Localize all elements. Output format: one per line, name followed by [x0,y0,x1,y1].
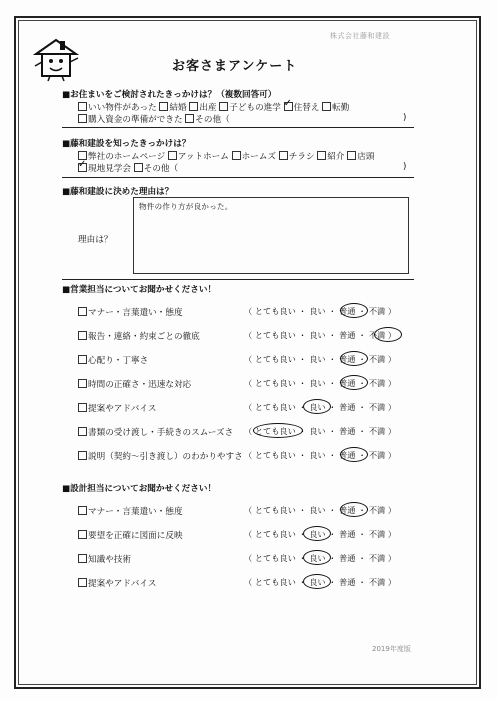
scale-bad[interactable]: 不満 [368,306,386,316]
q2-opt-7[interactable]: ✓現地見学会 [78,164,131,174]
q2-option-row1 [78,150,374,162]
scale-bad[interactable]: 不満 [368,402,386,412]
rating-row-label: 時間の正確さ・迅速な対応 [78,378,191,390]
scale-good[interactable]: 良い [309,402,326,412]
q1-opt-3[interactable]: 出産 [189,103,216,113]
q2-opt-2[interactable]: アットホーム [168,152,229,162]
q1-opt-2[interactable]: 結婚 [159,103,186,113]
rating-scale: （ とても良い ・ 良い ・ 普通 ・ 不満 ） [244,553,397,563]
scale-ok[interactable]: 普通 [339,330,356,340]
rating-row-label: 心配り・丁寧さ [78,354,148,366]
rating-scale: （ とても良い ・ 良い ・ 普通 ・ 不満 ） [244,378,397,388]
q1-opt-5[interactable]: ✓ 住替え [284,103,320,113]
q1-opt-4[interactable]: 子どもの進学 [219,103,281,113]
rating-row-label: 知識や技術 [78,553,131,565]
row-checkbox[interactable] [78,379,87,388]
row-checkbox[interactable] [78,307,87,316]
scale-bad[interactable]: 不満 [368,553,386,563]
scale-bad[interactable]: 不満 [368,378,386,388]
selected-circle [340,502,368,517]
scale-bad[interactable]: 不満 [368,354,386,364]
q2-opt-1[interactable]: 弊社のホームページ [78,152,165,162]
row-checkbox[interactable] [78,331,87,340]
rating-row-label: 報告・連絡・約束ごとの徹底 [78,330,200,342]
scale-ok[interactable]: 普通 [339,426,356,436]
scale-bad[interactable]: 不満 [368,577,386,587]
q1-option-row2 [78,113,230,125]
row-checkbox[interactable] [78,451,87,460]
scale-good[interactable]: 良い [309,529,326,539]
row-checkbox[interactable] [78,427,87,436]
q2-opt-6[interactable]: 店頭 [347,152,374,162]
row-checkbox[interactable] [78,403,87,412]
q1-opt-8[interactable]: その他（ [185,115,229,125]
scale-great[interactable]: とても良い [254,553,296,563]
rating-scale: （ とても良い ・ 良い ・ 普通 ・ 不満 ） [244,426,397,436]
q2-opt-5[interactable]: 紹介 [317,152,344,162]
scale-bad[interactable]: 不満 [368,529,386,539]
rating-row-label: マナー・言葉遣い・態度 [78,306,183,318]
q4-question: ■営業担当についてお聞かせください！ [62,285,217,295]
row-checkbox[interactable] [78,506,87,515]
scale-ok[interactable]: 普通 [339,306,356,316]
q1-opt-6[interactable]: 転勤 [322,103,349,113]
scale-great[interactable]: とても良い [254,426,296,436]
q1-close-paren: ) [403,113,407,123]
q2-close-paren: ) [403,162,407,172]
house-mascot-icon [32,34,80,82]
q2-question: ■藤和建設を知ったきっかけは？ [62,139,191,149]
row-checkbox[interactable] [78,355,87,364]
rating-row-label: 要望を正確に図面に反映 [78,529,183,541]
scale-ok[interactable]: 普通 [339,354,356,364]
scale-ok[interactable]: 普通 [339,450,356,460]
rating-scale: （ とても良い ・ 良い ・ 普通 ・ 不満 ） [244,354,397,364]
q2-opt-4[interactable]: チラシ [279,152,315,162]
scale-great[interactable]: とても良い [254,402,296,412]
row-checkbox[interactable] [78,530,87,539]
scale-bad[interactable]: 不満 [368,450,386,460]
scale-good[interactable]: 良い [309,505,326,515]
year-note: 2019年度版 [372,645,411,653]
rating-scale: （ とても良い ・ 良い ・ 普通 ・ 不満 ） [244,402,397,412]
rating-row-label: 書類の受け渡し・手続きのスムーズさ [78,426,233,438]
rating-row-label: 提案やアドバイス [78,577,157,589]
q3-question: ■藤和建設に決めた理由は？ [62,187,174,197]
selected-circle [303,574,331,589]
scale-good[interactable]: 良い [309,378,326,388]
scale-ok[interactable]: 普通 [339,378,356,388]
selected-circle [303,526,331,541]
selected-circle [340,351,368,366]
q1-opt-1[interactable]: いい物件があった [78,103,157,113]
scale-ok[interactable]: 普通 [339,505,356,515]
q1-question: ■お住まいをご検討されたきっかけは？（複数回答可） [62,90,277,100]
scale-ok[interactable]: 普通 [339,529,356,539]
scale-good[interactable]: 良い [309,577,326,587]
rating-scale: （ とても良い ・ 良い ・ 普通 ・ 不満 ） [244,529,397,539]
scale-good[interactable]: 良い [309,450,326,460]
row-checkbox[interactable] [78,578,87,587]
reason-answer: 物件の作り方が良かった。 [139,202,233,211]
selected-circle [303,550,331,565]
selected-circle [253,423,303,438]
scale-great[interactable]: とても良い [254,450,296,460]
scale-good[interactable]: 良い [309,354,326,364]
scale-bad[interactable]: 不満 [368,330,386,340]
scale-good[interactable]: 良い [309,553,326,563]
selected-circle [340,447,368,462]
scale-bad[interactable]: 不満 [368,426,386,436]
rating-row-label: マナー・言葉遣い・態度 [78,505,183,517]
rating-scale: （ とても良い ・ 良い ・ 普通 ・ 不満 ） [244,330,397,340]
selected-circle [374,327,402,342]
divider [62,127,414,128]
scale-great[interactable]: とても良い [254,330,296,340]
scale-great[interactable]: とても良い [254,577,296,587]
rating-scale: （ とても良い ・ 良い ・ 普通 ・ 不満 ） [244,450,397,460]
q2-opt-8[interactable]: その他（ [134,164,178,174]
q2-opt-3[interactable]: ホームズ [232,152,276,162]
selected-circle [340,303,368,318]
scale-bad[interactable]: 不満 [368,505,386,515]
rating-scale: （ とても良い ・ 良い ・ 普通 ・ 不満 ） [244,306,397,316]
q1-option-row1 [78,101,349,113]
rating-scale: （ とても良い ・ 良い ・ 普通 ・ 不満 ） [244,505,397,515]
scale-ok[interactable]: 普通 [339,577,356,587]
row-checkbox[interactable] [78,554,87,563]
scale-good[interactable]: 良い [309,330,326,340]
page-title: お客さまアンケート [172,59,298,74]
scale-great[interactable]: とても良い [254,529,296,539]
scale-good[interactable]: 良い [309,306,326,316]
scale-great[interactable]: とても良い [254,378,296,388]
divider [62,279,414,280]
scale-great[interactable]: とても良い [254,354,296,364]
selected-circle [303,399,331,414]
q5-question: ■設計担当についてお聞かせください！ [62,484,217,494]
divider [62,177,414,178]
scale-good[interactable]: 良い [309,426,326,436]
selected-circle [340,375,368,390]
scale-great[interactable]: とても良い [254,306,296,316]
company-name: 株式会社藤和建設 [330,32,390,40]
scale-ok[interactable]: 普通 [339,553,356,563]
rating-row-label: 提案やアドバイス [78,402,157,414]
q1-opt-7[interactable]: 購入資金の準備ができた [78,115,183,125]
scale-ok[interactable]: 普通 [339,402,356,412]
reason-label: 理由は？ [78,235,113,245]
rating-row-label: 説明（契約～引き渡し）のわかりやすさ [78,450,243,462]
q2-option-row2 [78,162,178,174]
rating-scale: （ とても良い ・ 良い ・ 普通 ・ 不満 ） [244,577,397,587]
scale-great[interactable]: とても良い [254,505,296,515]
